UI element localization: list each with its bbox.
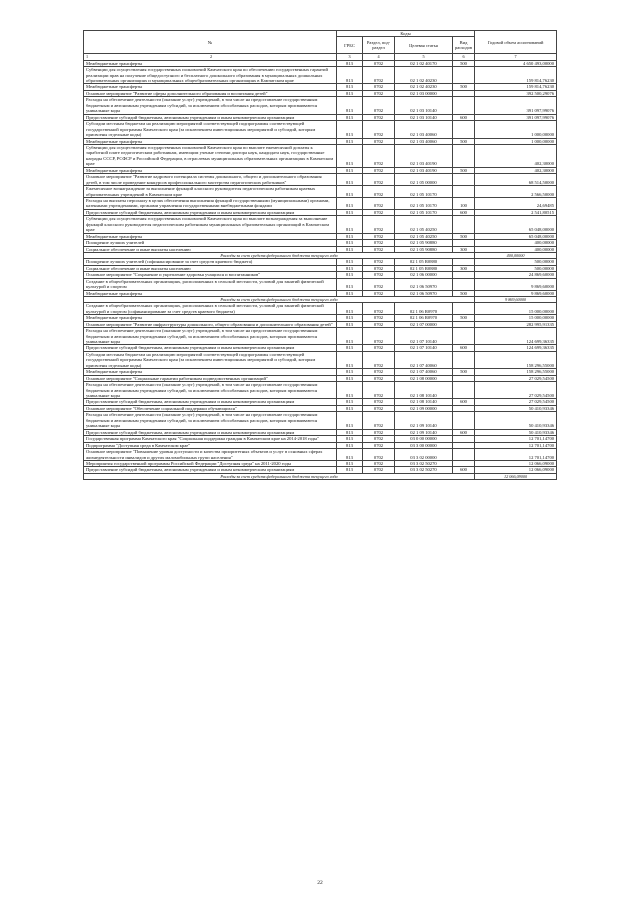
grbs-cell: 813 xyxy=(337,303,363,315)
amount-cell: 12 701,14700 xyxy=(475,449,557,461)
expense-type-cell xyxy=(453,186,475,198)
grbs-cell: 813 xyxy=(337,345,363,351)
target-article-cell: 02 1 05 R0880 xyxy=(395,265,453,271)
budget-table-body xyxy=(84,54,557,480)
amount-cell: 124 699,36335 xyxy=(475,328,557,345)
razdel-cell: 0702 xyxy=(363,265,395,271)
table-row xyxy=(84,67,557,84)
grbs-cell: 813 xyxy=(337,138,363,144)
expense-name-cell: Основное мероприятие "Развитие сферы дополнительного образования и воспитания детей" xyxy=(84,90,337,96)
column-index-name: 2 xyxy=(210,54,213,60)
expense-name-cell: Социальное обеспечение и иные выплаты населению xyxy=(84,246,337,252)
razdel-cell: 0702 xyxy=(363,399,395,405)
target-article-cell: 03 0 00 00000 xyxy=(395,436,453,442)
razdel-cell: 0702 xyxy=(363,429,395,435)
razdel-cell: 0702 xyxy=(363,114,395,120)
amount-cell: 65 048,00000 xyxy=(475,216,557,233)
razdel-cell: 0702 xyxy=(363,351,395,368)
amount-cell: 2 541,80515 xyxy=(475,209,557,215)
target-article-cell: 02 1 03 40060 xyxy=(395,138,453,144)
grbs-cell: 813 xyxy=(337,369,363,375)
grbs-cell: 813 xyxy=(337,449,363,461)
funding-source-label: Расходы за счет средств федерального бюджета текущего года xyxy=(84,297,475,303)
target-article-cell: 02 1 05 40250 xyxy=(395,233,453,239)
table-row xyxy=(84,174,557,186)
amount-cell: 12 066,09000 xyxy=(475,467,557,473)
grbs-cell: 813 xyxy=(337,90,363,96)
razdel-cell: 0702 xyxy=(363,321,395,327)
budget-sheet xyxy=(83,30,556,480)
expense-type-cell xyxy=(453,144,475,167)
expense-type-cell xyxy=(453,97,475,114)
table-row xyxy=(84,97,557,114)
header-codes: Коды xyxy=(337,31,475,37)
grbs-cell: 813 xyxy=(337,121,363,138)
amount-cell: 158 296,55000 xyxy=(475,369,557,375)
expense-name-cell: Предоставление субсидий бюджетным, автономным учреждениям и иным некоммерческим организациям xyxy=(84,345,337,351)
table-row xyxy=(84,412,557,429)
expense-type-cell xyxy=(453,303,475,315)
expense-type-cell: 500 xyxy=(453,167,475,173)
razdel-cell: 0702 xyxy=(363,382,395,399)
razdel-cell: 0702 xyxy=(363,97,395,114)
expense-name-cell: Расходы на обеспечение деятельности (оказание услуг) учреждений, в том числе на предоставление государственным бюджетным и автономным учреждениям субсидий, за исключением обособленных расходов, которым присваиваются уникальные коды xyxy=(84,328,337,345)
target-article-cell: 02 1 05 90880 xyxy=(395,240,453,246)
razdel-cell: 0702 xyxy=(363,442,395,448)
expense-name-cell: Основное мероприятие "Повышение уровня доступности и качества приоритетных объектов и услуг в основных сферах жизнедеятельности инвалидов и других маломобильных групп населения" xyxy=(84,449,337,461)
expense-type-cell: 600 xyxy=(453,114,475,120)
expense-type-cell xyxy=(453,412,475,429)
grbs-cell: 813 xyxy=(337,233,363,239)
amount-cell: 12 701,14700 xyxy=(475,442,557,448)
amount-cell: 159 814,76230 xyxy=(475,84,557,90)
razdel-cell: 0702 xyxy=(363,138,395,144)
amount-cell: 9 869,60000 xyxy=(475,297,557,303)
target-article-cell: 02 1 05 40250 xyxy=(395,216,453,233)
amount-cell: 24 869,60000 xyxy=(475,272,557,278)
grbs-cell: 813 xyxy=(337,198,363,210)
expense-name-cell: Поощрение лучших учителей xyxy=(84,240,337,246)
expense-type-cell: 300 xyxy=(453,265,475,271)
razdel-cell: 0702 xyxy=(363,345,395,351)
grbs-cell: 813 xyxy=(337,412,363,429)
grbs-cell: 813 xyxy=(337,240,363,246)
amount-cell: 402,30000 xyxy=(475,167,557,173)
expense-type-cell xyxy=(453,121,475,138)
column-index-cell: 7 xyxy=(475,54,557,60)
razdel-cell: 0702 xyxy=(363,328,395,345)
razdel-cell: 0702 xyxy=(363,198,395,210)
razdel-cell: 0702 xyxy=(363,144,395,167)
grbs-cell: 813 xyxy=(337,321,363,327)
header-vid: Вид расходов xyxy=(453,37,475,54)
amount-cell: 12 066,09000 xyxy=(475,461,557,467)
target-article-cell: 02 1 06 00000 xyxy=(395,272,453,278)
expense-name-cell: Основное мероприятие "Развитие инфраструктуры дошкольного, общего образования и дополнительного образования детей" xyxy=(84,321,337,327)
expense-name-cell: Расходы на выплаты персоналу в целях обеспечения выполнения функций государственными (муниципальными) органами, казенными учреждениями, органами управления государственными внебюджетными фондами xyxy=(84,198,337,210)
expense-name-cell: Субвенции для осуществления государственных полномочий Камчатского края по выплате ежемесячной доплаты к заработной плате педагогическим работникам, имеющим ученые степени доктора наук, кандидата наук, государственные награды СССР, РСФСР и Российской Федерации, в отраслевых муниципальных образовательных организациях в Камчатском крае xyxy=(84,144,337,167)
razdel-cell: 0702 xyxy=(363,405,395,411)
amount-cell: 27 029,54500 xyxy=(475,399,557,405)
razdel-cell: 0702 xyxy=(363,369,395,375)
expense-type-cell: 500 xyxy=(453,290,475,296)
amount-cell: 400,00000 xyxy=(475,253,557,259)
razdel-cell: 0702 xyxy=(363,167,395,173)
expense-name-cell: Мероприятия государственной программы Российской Федерации "Доступная среда" на 2011-2020 годы xyxy=(84,461,337,467)
razdel-cell: 0702 xyxy=(363,84,395,90)
amount-cell: 402,30000 xyxy=(475,144,557,167)
grbs-cell: 813 xyxy=(337,290,363,296)
razdel-cell: 0702 xyxy=(363,315,395,321)
expense-name-cell: Межбюджетные трансферты xyxy=(84,369,337,375)
expense-type-cell xyxy=(453,328,475,345)
amount-cell: 392 500,29076 xyxy=(475,90,557,96)
amount-cell: 391 097,99076 xyxy=(475,97,557,114)
header-celevaya: Целевая статья xyxy=(395,37,453,54)
target-article-cell: 03 3 02 50270 xyxy=(395,461,453,467)
amount-cell: 50 410,93346 xyxy=(475,405,557,411)
target-article-cell: 02 1 09 10140 xyxy=(395,429,453,435)
razdel-cell: 0702 xyxy=(363,246,395,252)
target-article-cell: 02 1 08 10140 xyxy=(395,399,453,405)
target-article-cell: 02 1 07 40060 xyxy=(395,351,453,368)
expense-name-cell: Субвенции для осуществления государственных полномочий Камчатского края по обеспечению государственных гарантий реализации прав на получение общедоступного и бесплатного дошкольного образования в муниципальных дошкольных образовательных организациях и муниципальных общеобразовательных организациях в Камчатском крае xyxy=(84,67,337,84)
expense-type-cell: 600 xyxy=(453,345,475,351)
razdel-cell: 0702 xyxy=(363,461,395,467)
target-article-cell: 02 1 07 00000 xyxy=(395,321,453,327)
razdel-cell: 0702 xyxy=(363,303,395,315)
razdel-cell: 0702 xyxy=(363,375,395,381)
expense-type-cell: 500 xyxy=(453,84,475,90)
table-row xyxy=(84,449,557,461)
column-index-cell: 5 xyxy=(395,54,453,60)
expense-name-cell: Основное мероприятие "Обеспечение социальной поддержки обучающихся" xyxy=(84,405,337,411)
target-article-cell: 02 1 02 40170 xyxy=(395,60,453,66)
table-row xyxy=(84,303,557,315)
grbs-cell: 813 xyxy=(337,167,363,173)
grbs-cell: 813 xyxy=(337,351,363,368)
expense-type-cell xyxy=(453,351,475,368)
amount-cell: 24,69485 xyxy=(475,198,557,210)
table-row xyxy=(84,351,557,368)
expense-type-cell xyxy=(453,449,475,461)
funding-source-row xyxy=(84,473,557,479)
target-article-cell: 03 3 00 00000 xyxy=(395,442,453,448)
grbs-cell: 813 xyxy=(337,315,363,321)
target-article-cell: 02 1 02 40230 xyxy=(395,67,453,84)
grbs-cell: 813 xyxy=(337,399,363,405)
razdel-cell: 0702 xyxy=(363,67,395,84)
razdel-cell: 0702 xyxy=(363,233,395,239)
amount-cell: 500,00000 xyxy=(475,259,557,265)
table-row xyxy=(84,328,557,345)
grbs-cell: 813 xyxy=(337,60,363,66)
grbs-cell: 813 xyxy=(337,375,363,381)
page-number: 22 xyxy=(317,880,323,886)
target-article-cell: 02 1 03 40190 xyxy=(395,144,453,167)
budget-table xyxy=(83,30,557,480)
amount-cell: 50 410,93346 xyxy=(475,429,557,435)
razdel-cell: 0702 xyxy=(363,278,395,290)
amount-cell: 158 296,55000 xyxy=(475,351,557,368)
expense-name-cell: Создание в общеобразовательных организациях, расположенных в сельской местности, условий для занятий физической культурой и спортом (софинансирование за счет средств краевого бюджета) xyxy=(84,303,337,315)
expense-name-cell: Расходы на обеспечение деятельности (оказание услуг) учреждений, в том числе на предоставление государственным бюджетным и автономным учреждениям субсидий, за исключением обособленных расходов, которым присваиваются уникальные коды xyxy=(84,412,337,429)
amount-cell: 65 048,00000 xyxy=(475,233,557,239)
target-article-cell: 02 1 05 R0880 xyxy=(395,259,453,265)
expense-name-cell: Государственная программа Камчатского края "Социальная поддержка граждан в Камчатском крае на 2014-2018 годы" xyxy=(84,436,337,442)
expense-name-cell: Предоставление субсидий бюджетным, автономным учреждениям и иным некоммерческим организациям xyxy=(84,467,337,473)
expense-name-cell: Межбюджетные трансферты xyxy=(84,315,337,321)
target-article-cell: 02 1 06 R0970 xyxy=(395,303,453,315)
header-amount: Годовой объем ассигнований xyxy=(475,31,557,54)
column-index-number: 1 xyxy=(86,54,89,60)
grbs-cell: 813 xyxy=(337,328,363,345)
target-article-cell: 02 1 02 40230 xyxy=(395,84,453,90)
amount-cell: 27 029,54500 xyxy=(475,382,557,399)
target-article-cell: 02 1 09 10140 xyxy=(395,412,453,429)
table-row xyxy=(84,382,557,399)
column-index-cell: 4 xyxy=(363,54,395,60)
funding-source-label: Расходы за счет средств федерального бюджета текущего года xyxy=(84,253,475,259)
expense-type-cell xyxy=(453,174,475,186)
expense-type-cell: 500 xyxy=(453,315,475,321)
razdel-cell: 0702 xyxy=(363,174,395,186)
target-article-cell: 02 1 03 10140 xyxy=(395,114,453,120)
expense-name-cell: Основное мероприятие "Развитие кадрового потенциала системы дошкольного, общего и дополнительного образования детей, в том числе проведение конкурсов профессионального мастерства педагогических работников" xyxy=(84,174,337,186)
amount-cell: 68 514,50000 xyxy=(475,174,557,186)
razdel-cell: 0702 xyxy=(363,436,395,442)
expense-name-cell: Предоставление субсидий бюджетным, автономным учреждениям и иным некоммерческим организациям xyxy=(84,399,337,405)
amount-cell: 9 869,60000 xyxy=(475,290,557,296)
expense-type-cell xyxy=(453,278,475,290)
grbs-cell: 813 xyxy=(337,216,363,233)
expense-name-cell: Социальное обеспечение и иные выплаты населению xyxy=(84,265,337,271)
grbs-cell: 813 xyxy=(337,97,363,114)
expense-name-cell: Субсидии местным бюджетам на реализацию мероприятий соответствующей подпрограммы соответствующей государственной программы Камчатского края (за исключением инвестиционных мероприятий и субсидий, которым присвоены отдельные коды) xyxy=(84,351,337,368)
grbs-cell: 813 xyxy=(337,144,363,167)
target-article-cell: 02 1 05 10170 xyxy=(395,186,453,198)
target-article-cell: 02 1 07 40060 xyxy=(395,369,453,375)
grbs-cell: 813 xyxy=(337,114,363,120)
expense-name-cell: Ежемесячное вознаграждение за выполнение функций классного руководителя педагогическим работникам краевых образовательных учреждений в Камчатском крае xyxy=(84,186,337,198)
expense-name-cell: Межбюджетные трансферты xyxy=(84,290,337,296)
razdel-cell: 0702 xyxy=(363,60,395,66)
grbs-cell: 813 xyxy=(337,461,363,467)
razdel-cell: 0702 xyxy=(363,209,395,215)
amount-cell: 50 410,93346 xyxy=(475,412,557,429)
amount-cell: 4 650 493,00000 xyxy=(475,60,557,66)
expense-name-cell: Подпрограмма "Доступная среда в Камчатском крае" xyxy=(84,442,337,448)
grbs-cell: 813 xyxy=(337,272,363,278)
amount-cell: 15 000,00000 xyxy=(475,315,557,321)
table-row xyxy=(84,186,557,198)
grbs-cell: 813 xyxy=(337,429,363,435)
razdel-cell: 0702 xyxy=(363,412,395,429)
expense-type-cell: 300 xyxy=(453,246,475,252)
amount-cell: 400,00000 xyxy=(475,246,557,252)
expense-name-cell: Субсидии местным бюджетам на реализацию мероприятий соответствующей подпрограммы соответствующей государственной программы Камчатского края (за исключением инвестиционных мероприятий и субсидий, которым присвоены отдельные коды) xyxy=(84,121,337,138)
grbs-cell: 813 xyxy=(337,246,363,252)
table-row xyxy=(84,144,557,167)
table-row xyxy=(84,198,557,210)
target-article-cell: 02 1 09 00000 xyxy=(395,405,453,411)
target-article-cell: 02 1 05 10170 xyxy=(395,198,453,210)
grbs-cell: 813 xyxy=(337,67,363,84)
amount-cell: 1 000,00000 xyxy=(475,138,557,144)
expense-type-cell: 600 xyxy=(453,467,475,473)
razdel-cell: 0702 xyxy=(363,186,395,198)
expense-type-cell: 500 xyxy=(453,233,475,239)
expense-type-cell xyxy=(453,382,475,399)
amount-cell: 500,00000 xyxy=(475,265,557,271)
target-article-cell: 02 1 06 50970 xyxy=(395,278,453,290)
grbs-cell: 813 xyxy=(337,84,363,90)
expense-type-cell: 500 xyxy=(453,138,475,144)
grbs-cell: 813 xyxy=(337,186,363,198)
target-article-cell: 02 1 05 90880 xyxy=(395,246,453,252)
expense-name-cell: Межбюджетные трансферты xyxy=(84,138,337,144)
target-article-cell: 02 1 05 10170 xyxy=(395,209,453,215)
expense-name-cell: Расходы на обеспечение деятельности (оказание услуг) учреждений, в том числе на предоставление государственным бюджетным и автономным учреждениям субсидий, за исключением обособленных расходов, которым присваиваются уникальные коды xyxy=(84,382,337,399)
expense-type-cell xyxy=(453,216,475,233)
expense-name-cell: Создание в общеобразовательных организациях, расположенных в сельской местности, условий для занятий физической культурой и спортом xyxy=(84,278,337,290)
amount-cell: 124 699,36335 xyxy=(475,345,557,351)
target-article-cell: 02 1 03 40060 xyxy=(395,121,453,138)
expense-name-cell: Предоставление субсидий бюджетным, автономным учреждениям и иным некоммерческим организациям xyxy=(84,429,337,435)
target-article-cell: 03 3 02 50270 xyxy=(395,467,453,473)
amount-cell: 2 566,50000 xyxy=(475,186,557,198)
expense-type-cell: 600 xyxy=(453,429,475,435)
amount-cell: 27 029,54500 xyxy=(475,375,557,381)
grbs-cell: 813 xyxy=(337,442,363,448)
column-index-cell: 3 xyxy=(337,54,363,60)
expense-type-cell: 600 xyxy=(453,399,475,405)
header-row-1 xyxy=(84,31,557,37)
column-index-cell: 6 xyxy=(453,54,475,60)
expense-name-cell: Межбюджетные трансферты xyxy=(84,60,337,66)
expense-name-cell: Предоставление субсидий бюджетным, автономным учреждениям и иным некоммерческим организациям xyxy=(84,114,337,120)
expense-type-cell xyxy=(453,67,475,84)
razdel-cell: 0702 xyxy=(363,290,395,296)
razdel-cell: 0702 xyxy=(363,90,395,96)
header-num: № xyxy=(84,31,337,54)
razdel-cell: 0702 xyxy=(363,121,395,138)
razdel-cell: 0702 xyxy=(363,216,395,233)
target-article-cell: 02 1 03 40190 xyxy=(395,167,453,173)
grbs-cell: 813 xyxy=(337,278,363,290)
expense-type-cell: 500 xyxy=(453,60,475,66)
funding-source-label: Расходы за счет средств федерального бюджета текущего года xyxy=(84,473,475,479)
expense-type-cell: 500 xyxy=(453,369,475,375)
header-razdel: Раздел, под-раздел xyxy=(363,37,395,54)
amount-cell: 9 869,60000 xyxy=(475,278,557,290)
expense-name-cell: Расходы на обеспечение деятельности (оказание услуг) учреждений, в том числе на предоставление государственным бюджетным и автономным учреждениям субсидий, за исключением обособленных расходов, которым присваиваются уникальные коды xyxy=(84,97,337,114)
target-article-cell: 02 1 07 10140 xyxy=(395,328,453,345)
expense-name-cell: Предоставление субсидий бюджетным, автономным учреждениям и иным некоммерческим организациям xyxy=(84,209,337,215)
amount-cell: 12 066,09000 xyxy=(475,473,557,479)
amount-cell: 400,00000 xyxy=(475,240,557,246)
razdel-cell: 0702 xyxy=(363,467,395,473)
amount-cell: 282 995,91335 xyxy=(475,321,557,327)
expense-name-cell: Поощрение лучших учителей (софинансирование за счет средств краевого бюджета) xyxy=(84,259,337,265)
expense-name-cell: Межбюджетные трансферты xyxy=(84,233,337,239)
target-article-cell: 02 1 05 00000 xyxy=(395,174,453,186)
table-row xyxy=(84,278,557,290)
expense-type-cell: 100 xyxy=(453,198,475,210)
table-row xyxy=(84,121,557,138)
amount-cell: 12 701,14700 xyxy=(475,436,557,442)
grbs-cell: 813 xyxy=(337,467,363,473)
amount-cell: 159 814,76230 xyxy=(475,67,557,84)
grbs-cell: 813 xyxy=(337,436,363,442)
expense-type-cell: 600 xyxy=(453,209,475,215)
expense-name-cell: Межбюджетные трансферты xyxy=(84,167,337,173)
target-article-cell: 02 1 08 10140 xyxy=(395,382,453,399)
razdel-cell: 0702 xyxy=(363,272,395,278)
grbs-cell: 813 xyxy=(337,382,363,399)
target-article-cell: 02 1 06 50970 xyxy=(395,290,453,296)
razdel-cell: 0702 xyxy=(363,240,395,246)
grbs-cell: 813 xyxy=(337,405,363,411)
amount-cell: 391 097,99076 xyxy=(475,114,557,120)
target-article-cell: 02 1 03 10140 xyxy=(395,97,453,114)
target-article-cell: 02 1 07 10140 xyxy=(395,345,453,351)
amount-cell: 15 000,00000 xyxy=(475,303,557,315)
header-grbs: ГРБС xyxy=(337,37,363,54)
expense-name-cell: Основное мероприятие "Сохранение и укрепление здоровья учащихся и воспитанников" xyxy=(84,272,337,278)
grbs-cell: 813 xyxy=(337,265,363,271)
razdel-cell: 0702 xyxy=(363,449,395,461)
grbs-cell: 813 xyxy=(337,174,363,186)
expense-name-cell: Основное мероприятие "Социальные гарантии работникам подведомственных организаций" xyxy=(84,375,337,381)
target-article-cell: 02 1 03 00000 xyxy=(395,90,453,96)
table-row xyxy=(84,216,557,233)
expense-name-cell: Межбюджетные трансферты xyxy=(84,84,337,90)
amount-cell: 1 000,00000 xyxy=(475,121,557,138)
razdel-cell: 0702 xyxy=(363,259,395,265)
grbs-cell: 813 xyxy=(337,209,363,215)
target-article-cell: 02 1 08 00000 xyxy=(395,375,453,381)
target-article-cell: 03 3 02 00000 xyxy=(395,449,453,461)
expense-name-cell: Субвенции для осуществления государственных полномочий Камчатского края по выплате вознаграждения за выполнение функций классного руководителя педагогическим работникам муниципальных образовательных организаций в Камчатском крае xyxy=(84,216,337,233)
grbs-cell: 813 xyxy=(337,259,363,265)
target-article-cell: 02 1 06 R0970 xyxy=(395,315,453,321)
